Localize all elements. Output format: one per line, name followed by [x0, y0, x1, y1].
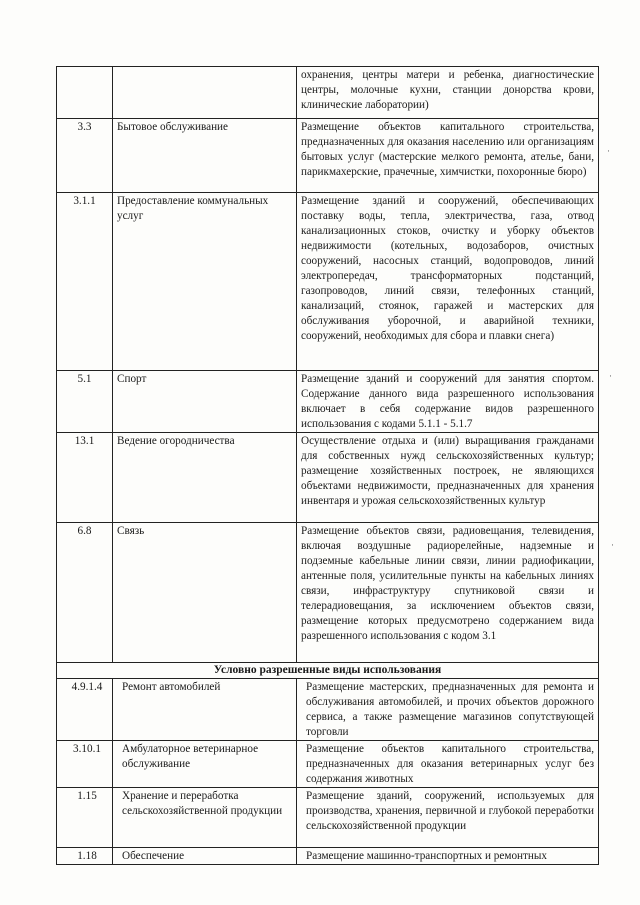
- row-name: Связь: [113, 523, 297, 663]
- row-code: 4.9.1.4: [57, 679, 113, 741]
- table-row: [57, 433, 599, 523]
- section-title: Условно разрешенные виды использования: [57, 663, 599, 679]
- row-code: 13.1: [57, 433, 113, 523]
- row-description: Размещение объектов капитального строительства, предназначенных для оказания населению или организациям бытовых услуг (мастерские мелкого ремонта, ателье, бани, парикмахерские, прачечные, химчистки, похоронные бюро): [297, 119, 599, 193]
- row-description: Размещение мастерских, предназначенных для ремонта и обслуживания автомобилей, и прочих объектов дорожного сервиса, а также размещение магазинов сопутствующей торговли: [297, 679, 599, 741]
- land-use-table: [56, 66, 599, 865]
- table-row: [57, 848, 599, 865]
- conditional-uses-body: [57, 679, 599, 865]
- row-code: 5.1: [57, 371, 113, 433]
- row-code: 1.15: [57, 788, 113, 848]
- row-code: 3.10.1: [57, 741, 113, 788]
- row-code: [57, 67, 113, 119]
- row-name: Амбулаторное ветеринарное обслуживание: [113, 741, 297, 788]
- row-name: Ведение огородничества: [113, 433, 297, 523]
- row-description: Осуществление отдыха и (или) выращивания гражданами для собственных нужд сельскохозяйственных культур; размещение хозяйственных построек, не являющихся объектами недвижимости, предназначенных для хранения инвентаря и урожая сельскохозяйственных культур: [297, 433, 599, 523]
- table-row: [57, 67, 599, 119]
- row-description: Размещение объектов капитального строительства, предназначенных для оказания ветеринарных услуг без содержания животных: [297, 741, 599, 788]
- row-description: Размещение объектов связи, радиовещания, телевидения, включая воздушные радиорелейные, надземные и подземные кабельные линии связи, линии радиофикации, антенные поля, усилительные пункты на кабельных линиях связи, инфраструктуру спутниковой связи и телерадиовещания, за исключением объектов связи, размещение которых предусмотрено содержанием вида разрешенного использования с кодом 3.1: [297, 523, 599, 663]
- row-description: Размещение зданий и сооружений для занятия спортом. Содержание данного вида разрешенного использования включает в себя содержание видов разрешенного использования с кодами 5.1.1 - 5.1.7: [297, 371, 599, 433]
- row-name: Предоставление коммунальных услуг: [113, 193, 297, 371]
- scan-mark: ·: [609, 371, 612, 381]
- table-row: [57, 371, 599, 433]
- row-code: 3.3: [57, 119, 113, 193]
- table-row: [57, 193, 599, 371]
- table-row: [57, 788, 599, 848]
- row-code: 6.8: [57, 523, 113, 663]
- row-name: [113, 67, 297, 119]
- row-code: 3.1.1: [57, 193, 113, 371]
- row-description: Размещение зданий, сооружений, используемых для производства, хранения, первичной и глубокой переработки сельскохозяйственной продукции: [297, 788, 599, 848]
- row-description: охранения, центры матери и ребенка, диагностические центры, молочные кухни, станции донорства крови, клинические лаборатории): [297, 67, 599, 119]
- row-name: Хранение и переработка сельскохозяйственной продукции: [113, 788, 297, 848]
- row-description: Размещение зданий и сооружений, обеспечивающих поставку воды, тепла, электричества, газа, отвод канализационных стоков, очистку и уборку объектов недвижимости (котельных, водозаборов, очистных сооружений, насосных станций, водопроводов, линий электропередач, трансформаторных подстанций, газопроводов, линий связи, телефонных станций, канализаций, стоянок, гаражей и мастерских для обслуживания уборочной, и аварийной техники, сооружений, необходимых для сбора и плавки снега): [297, 193, 599, 371]
- permitted-uses-body: [57, 67, 599, 663]
- row-name: Обеспечение: [113, 848, 297, 865]
- section-row: [57, 663, 599, 679]
- table-row: [57, 741, 599, 788]
- scan-mark: ·: [607, 146, 610, 156]
- row-name: Бытовое обслуживание: [113, 119, 297, 193]
- table-row: [57, 523, 599, 663]
- table-row: [57, 679, 599, 741]
- table-row: [57, 119, 599, 193]
- row-code: 1.18: [57, 848, 113, 865]
- row-name: Спорт: [113, 371, 297, 433]
- scan-mark: ·: [611, 540, 614, 550]
- row-name: Ремонт автомобилей: [113, 679, 297, 741]
- row-description: Размещение машинно-транспортных и ремонтных: [297, 848, 599, 865]
